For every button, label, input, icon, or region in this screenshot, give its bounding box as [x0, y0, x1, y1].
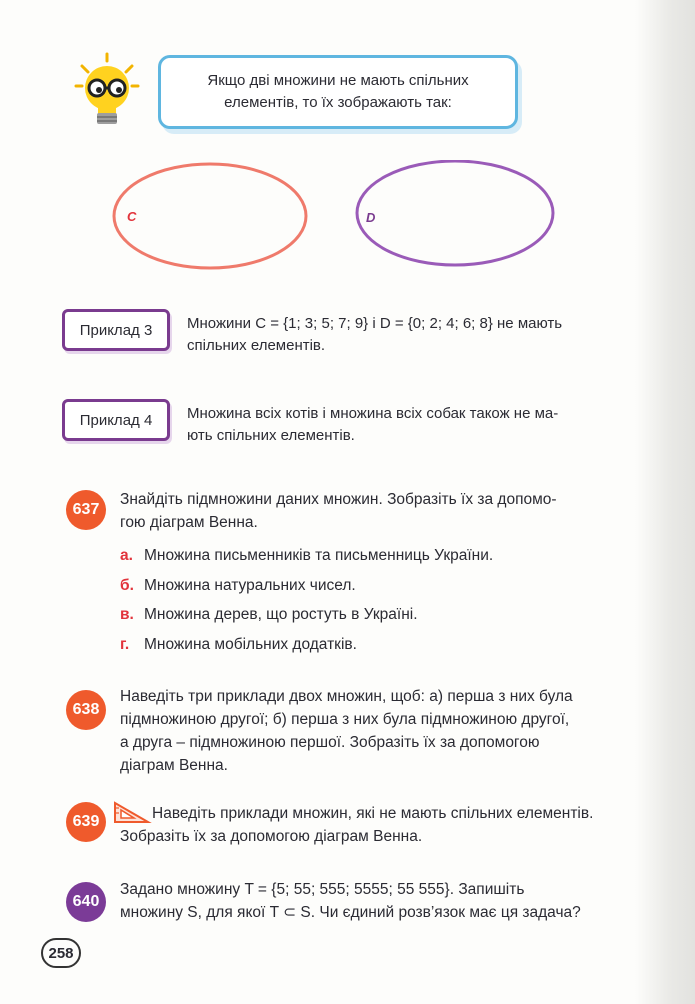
page-edge-shadow [635, 0, 695, 1004]
example-3-text: Множини C = {1; 3; 5; 7; 9} і D = {0; 2; 4; 6; 8} не мають спільних елементів. [187, 315, 563, 354]
tip-text-line2: елементів, то їх зображають так: [224, 94, 452, 111]
task-637-text: Знайдіть підмножини даних множин. Зобразіть їх за допомо- гою діаграм Венна. [120, 491, 557, 531]
task-640-badge: 640 [66, 882, 106, 922]
task-639-text: Наведіть приклади множин, які не мають спільних елементів. Зобразіть їх за допомогою діаграм Венна. [120, 805, 594, 845]
task-640-text: Задано множину T = {5; 55; 555; 5555; 55 555}. Запишіть множину S, для якої T ⊂ S. Чи єдиний розв’язок має ця задача? [120, 881, 581, 921]
task-637-item-a: а. Множина письменників та письменниць України. [120, 547, 494, 564]
set-d-label: D [366, 210, 376, 225]
example-3-label: Приклад 3 [62, 309, 170, 351]
task-638-text: Наведіть три приклади двох множин, щоб: а) перша з них була підмножиною другої; б) перша з них була підмножиною другої, а друга – підмножиною першої. Зобразіть їх за допомогою діаграм Венна. [120, 688, 573, 774]
task-637-item-b: б. Множина натуральних чисел. [120, 577, 356, 594]
page-number: 258 [41, 938, 81, 968]
tip-text-line1: Якщо дві множини не мають спільних [207, 72, 469, 89]
example-4-text: Множина всіх котів і множина всіх собак також не ма- ють спільних елементів. [187, 405, 559, 444]
lightbulb-glasses-icon [74, 52, 140, 128]
task-637-item-c: в. Множина дерев, що ростуть в Україні. [120, 606, 418, 623]
task-638-badge: 638 [66, 690, 106, 730]
task-637-badge: 637 [66, 490, 106, 530]
example-4-label: Приклад 4 [62, 399, 170, 441]
set-d-ellipse [357, 161, 553, 265]
tip-callout [158, 55, 518, 129]
venn-diagram-disjoint [110, 160, 570, 275]
set-c-ellipse [114, 164, 306, 268]
task-639-badge: 639 [66, 802, 106, 842]
task-637-item-d: г. Множина мобільних додатків. [120, 636, 357, 653]
set-c-label: C [127, 209, 137, 224]
